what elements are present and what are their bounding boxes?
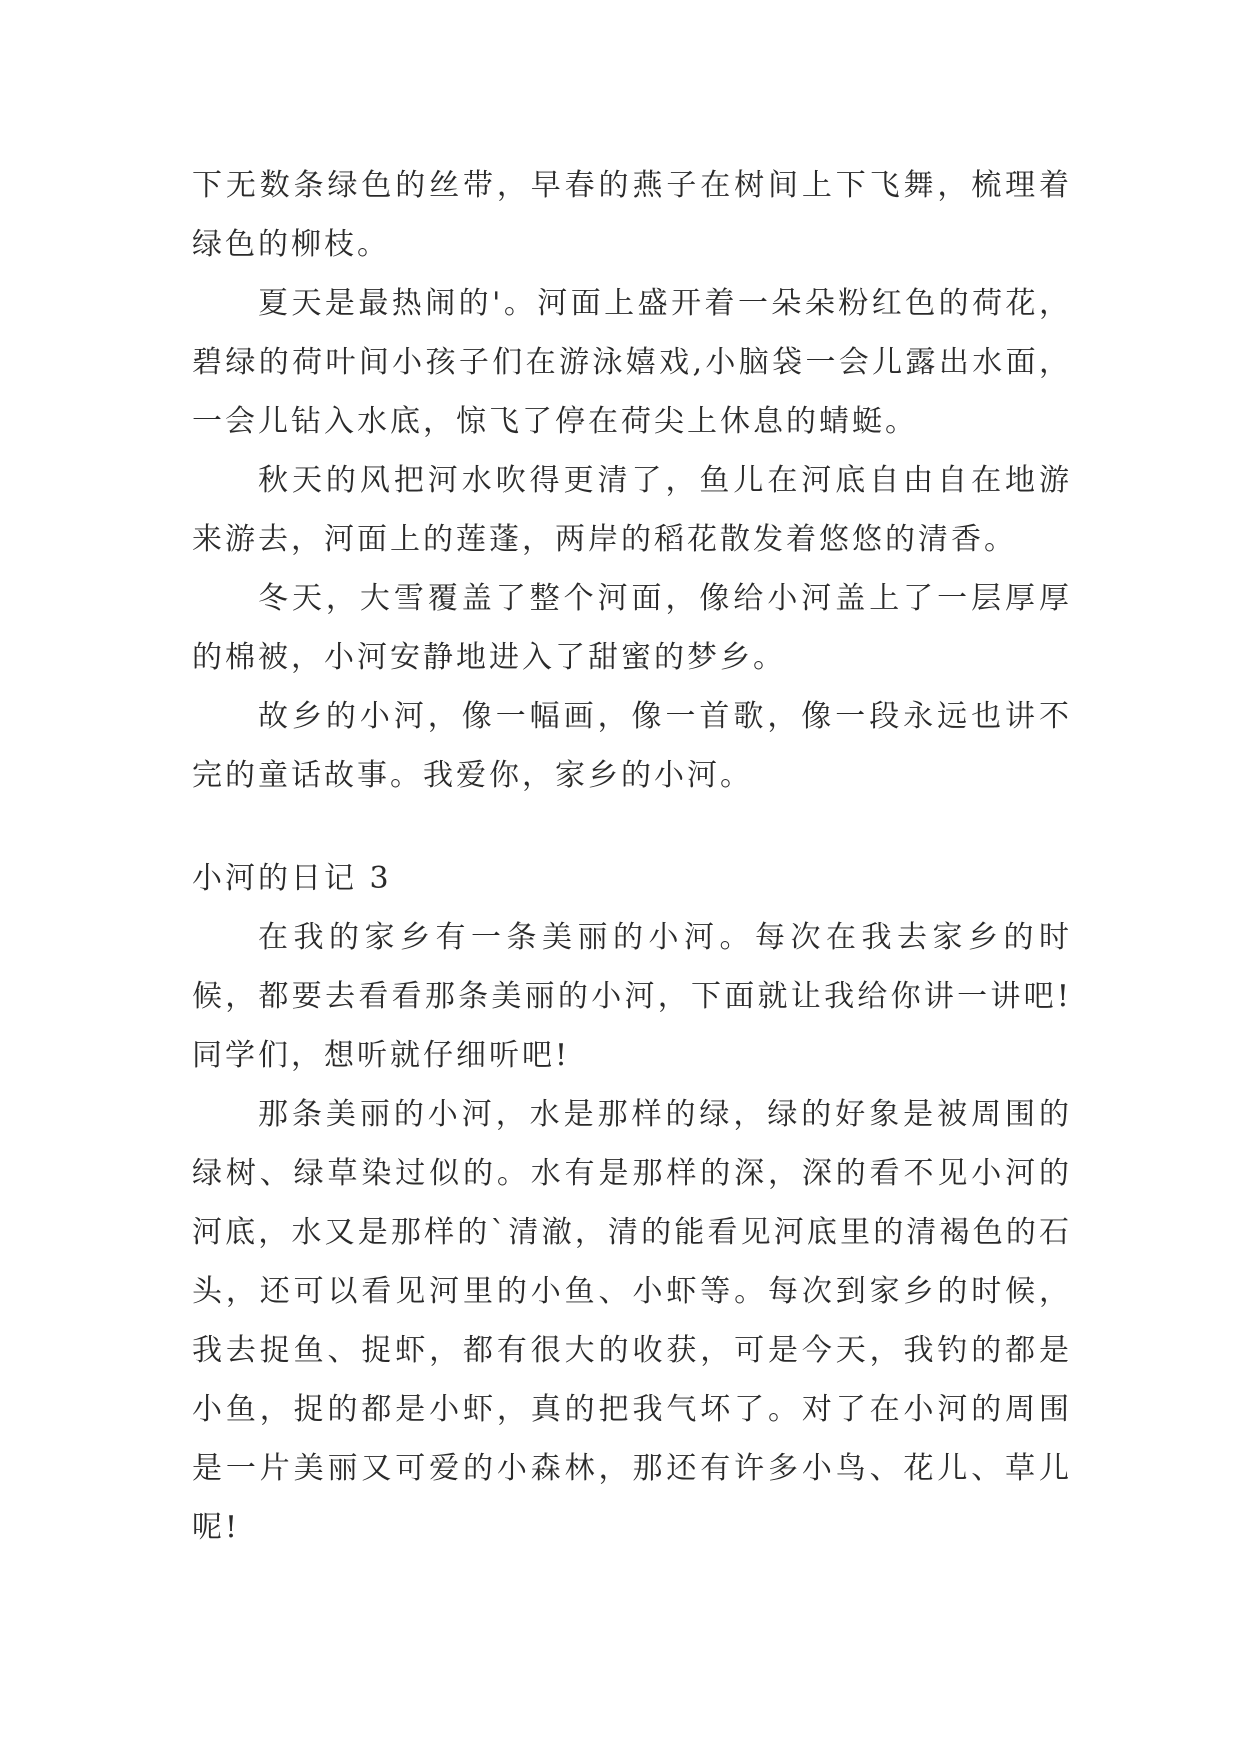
paragraph-winter: 冬天，大雪覆盖了整个河面，像给小河盖上了一层厚厚的棉被，小河安静地进入了甜蜜的梦乡。: [192, 581, 1072, 675]
paragraph-conclusion: 故乡的小河，像一幅画，像一首歌，像一段永远也讲不完的童话故事。我爱你，家乡的小河。: [192, 699, 1072, 793]
paragraph-spring-continuation: 下无数条绿色的丝带，早春的燕子在树间上下飞舞，梳理着绿色的柳枝。: [192, 168, 1072, 262]
paragraph-intro: 在我的家乡有一条美丽的小河。每次在我去家乡的时候，都要去看看那条美丽的小河，下面就让我给你讲一讲吧!同学们，想听就仔细听吧!: [192, 920, 1072, 1073]
paragraph-river-description: 那条美丽的小河，水是那样的绿，绿的好象是被周围的绿树、绿草染过似的。水有是那样的深，深的看不见小河的河底，水又是那样的`清澈，清的能看见河底里的清褐色的石头，还可以看见河里的小鱼、小虾等。每次到家乡的时候，我去捉鱼、捉虾，都有很大的收获，可是今天，我钓的都是小鱼，捉的都是小虾，真的把我气坏了。对了在小河的周围是一片美丽又可爱的小森林，那还有许多小鸟、花儿、草儿呢!: [192, 1097, 1072, 1545]
section-continuation: [192, 156, 1072, 805]
paragraph-autumn: 秋天的风把河水吹得更清了，鱼儿在河底自由自在地游来游去，河面上的莲蓬，两岸的稻花散发着悠悠的清香。: [192, 463, 1072, 557]
paragraph-summer: 夏天是最热闹的'。河面上盛开着一朵朵粉红色的荷花，碧绿的荷叶间小孩子们在游泳嬉戏,小脑袋一会儿露出水面，一会儿钻入水底，惊飞了停在荷尖上休息的蜻蜓。: [192, 286, 1072, 439]
section-diary-3: [192, 849, 1072, 1557]
section-title: 小河的日记 3: [192, 861, 392, 896]
